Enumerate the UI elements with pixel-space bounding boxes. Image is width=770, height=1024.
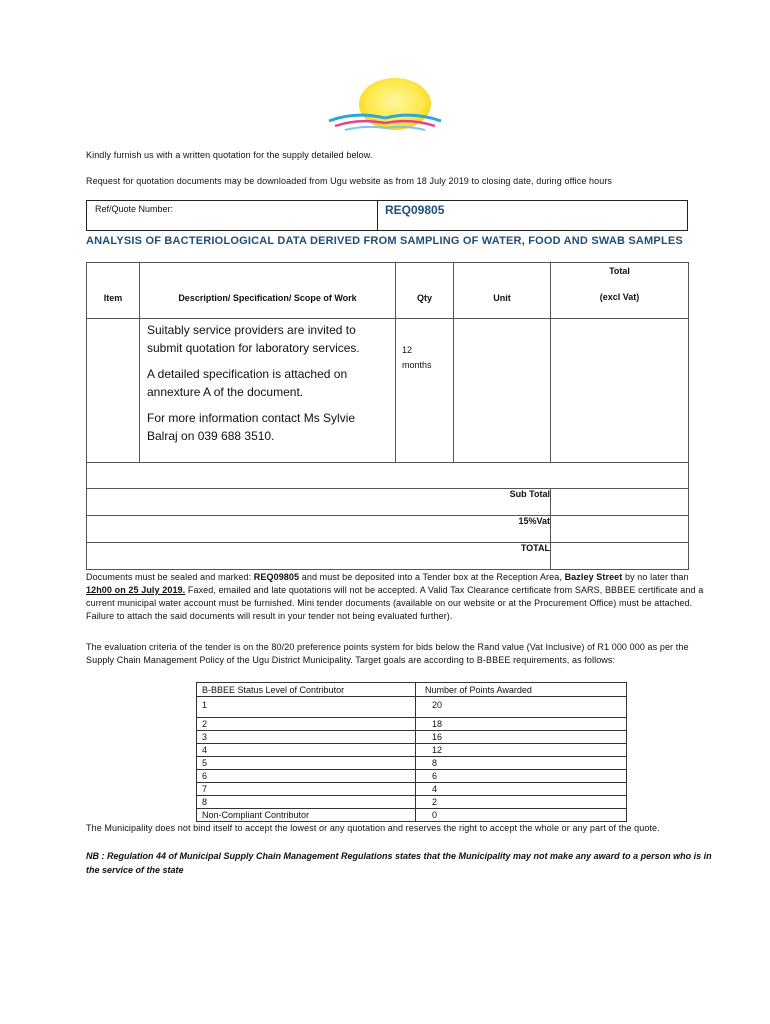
table-header-row (87, 263, 689, 319)
bbbee-points: 4 (416, 783, 627, 796)
table-row (87, 319, 689, 463)
qty-cell (396, 319, 454, 463)
unit-cell (454, 319, 551, 463)
bbbee-header-points: Number of Points Awarded (416, 683, 627, 697)
bbbee-points: 2 (416, 796, 627, 809)
municipality-logo (325, 78, 445, 134)
header-total (551, 263, 689, 319)
ref-quote-box (86, 200, 688, 231)
bbbee-level: 1 (197, 697, 416, 718)
bbbee-points: 0 (416, 809, 627, 822)
request-note: Request for quotation documents may be downloaded from Ugu website as from 18 July 2019 to closing date, during office hours (86, 176, 613, 186)
table-row (197, 757, 627, 770)
table-row (197, 770, 627, 783)
bbbee-points: 16 (416, 731, 627, 744)
header-total-line2: (excl Vat) (599, 292, 640, 302)
vat-row (87, 516, 689, 543)
bbbee-level: 6 (197, 770, 416, 783)
subtotal-row (87, 489, 689, 516)
bbbee-points: 12 (416, 744, 627, 757)
vat-label: 15%Vat (87, 516, 551, 543)
total-row (87, 543, 689, 570)
ref-number-inline: REQ09805 (253, 572, 300, 582)
bbbee-points: 8 (416, 757, 627, 770)
description-paragraph: A detailed specification is attached on annexture A of the document. (147, 367, 348, 399)
description-paragraph: Suitably service providers are invited to submit quotation for laboratory services. (147, 323, 360, 355)
table-row (197, 731, 627, 744)
header-qty: Qty (396, 263, 454, 319)
table-row (197, 783, 627, 796)
bbbee-level: 2 (197, 718, 416, 731)
subtotal-label: Sub Total (87, 489, 551, 516)
bbbee-level: 7 (197, 783, 416, 796)
table-row (197, 718, 627, 731)
nb-note: NB : Regulation 44 of Municipal Supply Chain Management Regulations states that the Municipality may not make any award to a person who is in the service of the state (86, 851, 712, 876)
bbbee-points: 18 (416, 718, 627, 731)
description-cell (140, 319, 396, 463)
bbbee-level: 4 (197, 744, 416, 757)
table-blank-row (87, 463, 689, 489)
total-label: TOTAL (87, 543, 551, 570)
bbbee-table (196, 682, 627, 822)
table-row (197, 809, 627, 822)
quotation-table (86, 262, 689, 570)
bbbee-level: 3 (197, 731, 416, 744)
vat-value (551, 516, 689, 543)
evaluation-note: The evaluation criteria of the tender is on the 80/20 preference points system for bids below the Rand value (Vat Inclusive) of R1 000 000 as per the Supply Chain Management Policy of the Ugu District Municipality. Target goals are according to B-BBEE requirements, as follows: (86, 642, 689, 666)
ref-label: Ref/Quote Number: (95, 204, 174, 214)
header-unit: Unit (454, 263, 551, 319)
description-paragraph: For more information contact Ms Sylvie Balraj on 039 688 3510. (147, 411, 356, 443)
bbbee-level: 8 (197, 796, 416, 809)
header-item: Item (87, 263, 140, 319)
ref-number: REQ09805 (385, 203, 445, 217)
qty-value: 12 (402, 345, 413, 355)
bbbee-level: 5 (197, 757, 416, 770)
table-row (197, 697, 627, 718)
bbbee-level: Non-Compliant Contributor (197, 809, 416, 822)
deadline: 12h00 on 25 July 2019. (86, 585, 186, 596)
document-heading: ANALYSIS OF BACTERIOLOGICAL DATA DERIVED FROM SAMPLING OF WATER, FOOD AND SWAB SAMPLES (86, 235, 683, 247)
bbbee-points: 20 (416, 697, 627, 718)
intro-text: Kindly furnish us with a written quotation for the supply detailed below. (86, 150, 373, 160)
header-description: Description/ Specification/ Scope of Work (140, 263, 396, 319)
bbbee-header-row (197, 683, 627, 697)
qty-unit: months (402, 360, 432, 371)
documents-note: Documents must be sealed and marked: REQ09805 and must be deposited into a Tender box at the Reception Area, Bazley Street by no later than 12h00 on 25 July 2019. Faxed, emailed and late quotations will not be accepted. A Valid Tax Clearance certificate from SARS, BBBEE certificate and a current municipal water account must be furnished. Mini tender documents (available on our website or at the Procurement Office) must be attached. Failure to attach the said documents will result in your tender not being evaluated further). (86, 572, 704, 622)
header-total-line1: Total (609, 266, 630, 276)
subtotal-value (551, 489, 689, 516)
item-cell (87, 319, 140, 463)
street-name: Bazley Street (564, 572, 623, 582)
bbbee-points: 6 (416, 770, 627, 783)
total-value (551, 543, 689, 570)
bbbee-header-level: B-BBEE Status Level of Contributor (197, 683, 416, 697)
disclaimer: The Municipality does not bind itself to accept the lowest or any quotation and reserves the right to accept the whole or any part of the quote. (86, 823, 660, 833)
table-row (197, 796, 627, 809)
table-row (197, 744, 627, 757)
total-cell (551, 319, 689, 463)
